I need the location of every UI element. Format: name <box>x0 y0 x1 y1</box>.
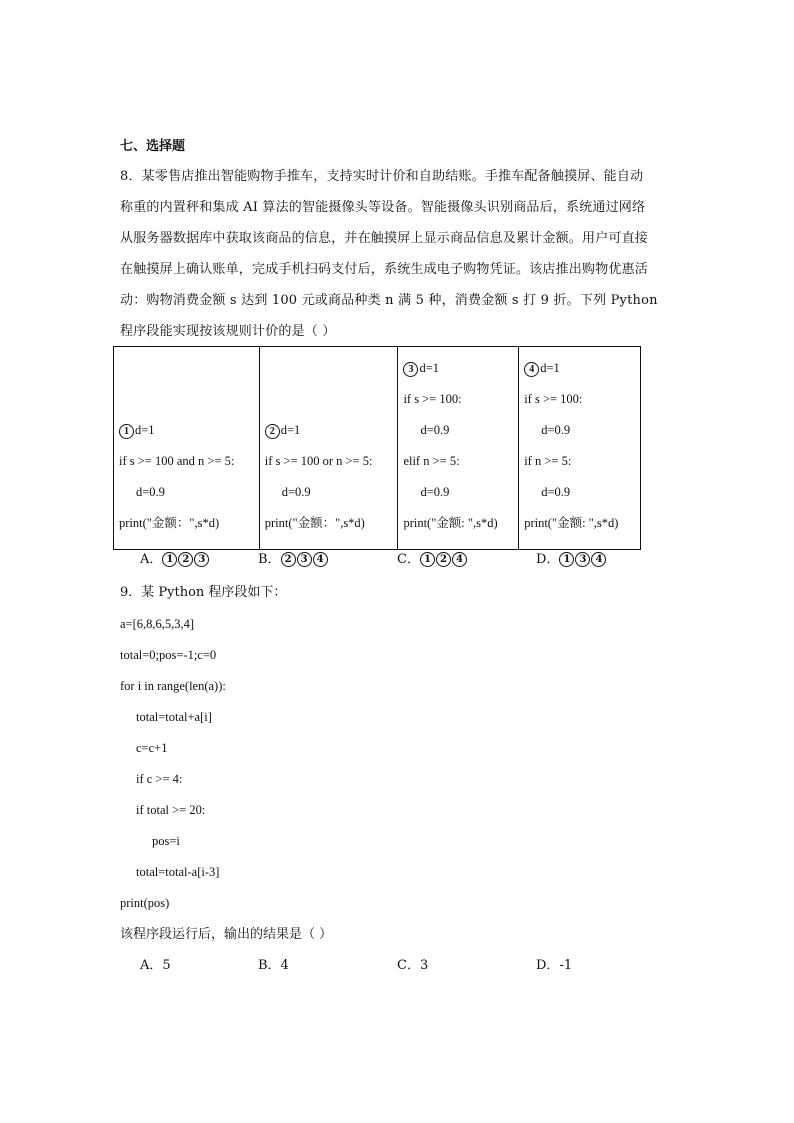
q8-line: 在触摸屏上确认账单，完成手机扫码支付后，系统生成电子购物凭证。该店推出购物优惠活 <box>120 262 649 277</box>
code-line: a=[6,8,6,5,3,4] <box>120 617 195 631</box>
code-line: c=c+1 <box>136 741 168 755</box>
code-line: d=0.9 <box>541 485 571 499</box>
q8-line: 从服务器数据库中获取该商品的信息，并在触摸屏上显示商品信息及累计金额。用户可直接 <box>120 231 649 246</box>
q9-choice-c[interactable]: C．3 <box>397 958 429 973</box>
circled-number: 1 <box>162 552 177 567</box>
q8-line: 程序段能实现按该规则计价的是（ ） <box>120 324 336 339</box>
code-line: if s >= 100 and n >= 5: <box>119 454 235 468</box>
code-line: print("金额: ",s*d) <box>403 516 498 530</box>
code-line: print(pos) <box>120 896 170 910</box>
q8-line: 称重的内置秤和集成 AI 算法的智能摄像头等设备。智能摄像头识别商品后，系统通过网络 <box>120 200 646 215</box>
q9-choice-a[interactable]: A．5 <box>140 958 171 973</box>
code-line: if total >= 20: <box>136 803 206 817</box>
code-line: print("金额：",s*d) <box>119 516 220 530</box>
option-cell-3 <box>398 347 519 550</box>
q9-choice-d[interactable]: D．-1 <box>536 958 573 973</box>
q8-choice-d[interactable]: D． 1 3 4 <box>536 549 607 571</box>
option-cell-2 <box>259 347 398 550</box>
code-line: print("金额: ",s*d) <box>524 516 619 530</box>
q8-line: 动：购物消费金额 s 达到 100 元或商品种类 n 满 5 种，消费金额 s 打 9 折。下列 Python <box>120 293 658 308</box>
q9-code-block <box>120 609 226 919</box>
circled-number: 2 <box>178 552 193 567</box>
code-line: if s >= 100: <box>403 392 462 406</box>
code-line: if n >= 5: <box>524 454 572 468</box>
circled-number: 4 <box>313 552 328 567</box>
code-line: for i in range(len(a)): <box>120 679 226 693</box>
code-line: pos=i <box>152 834 180 848</box>
code-line: 2 d=1 <box>265 415 394 446</box>
circled-number: 1 <box>119 424 134 439</box>
code-line: total=0;pos=-1;c=0 <box>120 648 217 662</box>
section-title: 七、选择题 <box>120 139 186 154</box>
circled-number: 3 <box>297 552 312 567</box>
code-line: 4 d=1 <box>524 353 636 384</box>
circled-number: 2 <box>281 552 296 567</box>
code-line: elif n >= 5: <box>403 454 460 468</box>
question-9-prompt: 该程序段运行后，输出的结果是（ ） <box>120 927 333 942</box>
code-line: d=0.9 <box>281 485 311 499</box>
q8-choice-c[interactable]: C． 1 2 4 <box>397 549 468 571</box>
q8-choice-b[interactable]: B． 2 3 4 <box>258 549 329 571</box>
code-line: d=0.9 <box>136 485 165 499</box>
option-cell-1 <box>114 347 260 550</box>
circled-number: 2 <box>436 552 451 567</box>
circled-number: 1 <box>559 552 574 567</box>
option-cell-4 <box>519 347 641 550</box>
code-line: if s >= 100: <box>524 392 583 406</box>
q8-options-table <box>113 346 641 550</box>
circled-number: 2 <box>265 424 280 439</box>
code-line: d=0.9 <box>420 485 450 499</box>
circled-number: 4 <box>591 552 606 567</box>
code-line: print("金额：",s*d) <box>264 516 365 530</box>
code-line: d=0.9 <box>420 423 450 437</box>
circled-number: 3 <box>403 362 418 377</box>
q8-choice-a[interactable]: A． 1 2 3 <box>140 549 210 571</box>
circled-number: 1 <box>420 552 435 567</box>
question-8-text <box>120 161 675 347</box>
code-line: total=total-a[i-3] <box>136 865 220 879</box>
question-9-intro: 9．某 Python 程序段如下： <box>120 585 287 600</box>
code-line: 3 d=1 <box>403 353 514 384</box>
q8-line: 8．某零售店推出智能购物手推车，支持实时计价和自助结账。手推车配备触摸屏、能自动 <box>120 169 644 184</box>
circled-number: 4 <box>452 552 467 567</box>
circled-number: 4 <box>524 362 539 377</box>
circled-number: 3 <box>194 552 209 567</box>
code-line: if s >= 100 or n >= 5: <box>264 454 373 468</box>
code-line: d=0.9 <box>541 423 571 437</box>
code-line: total=total+a[i] <box>136 710 212 724</box>
code-line: if c >= 4: <box>136 772 183 786</box>
code-line: 1 d=1 <box>119 415 255 446</box>
q9-choice-b[interactable]: B．4 <box>258 958 289 973</box>
circled-number: 3 <box>575 552 590 567</box>
